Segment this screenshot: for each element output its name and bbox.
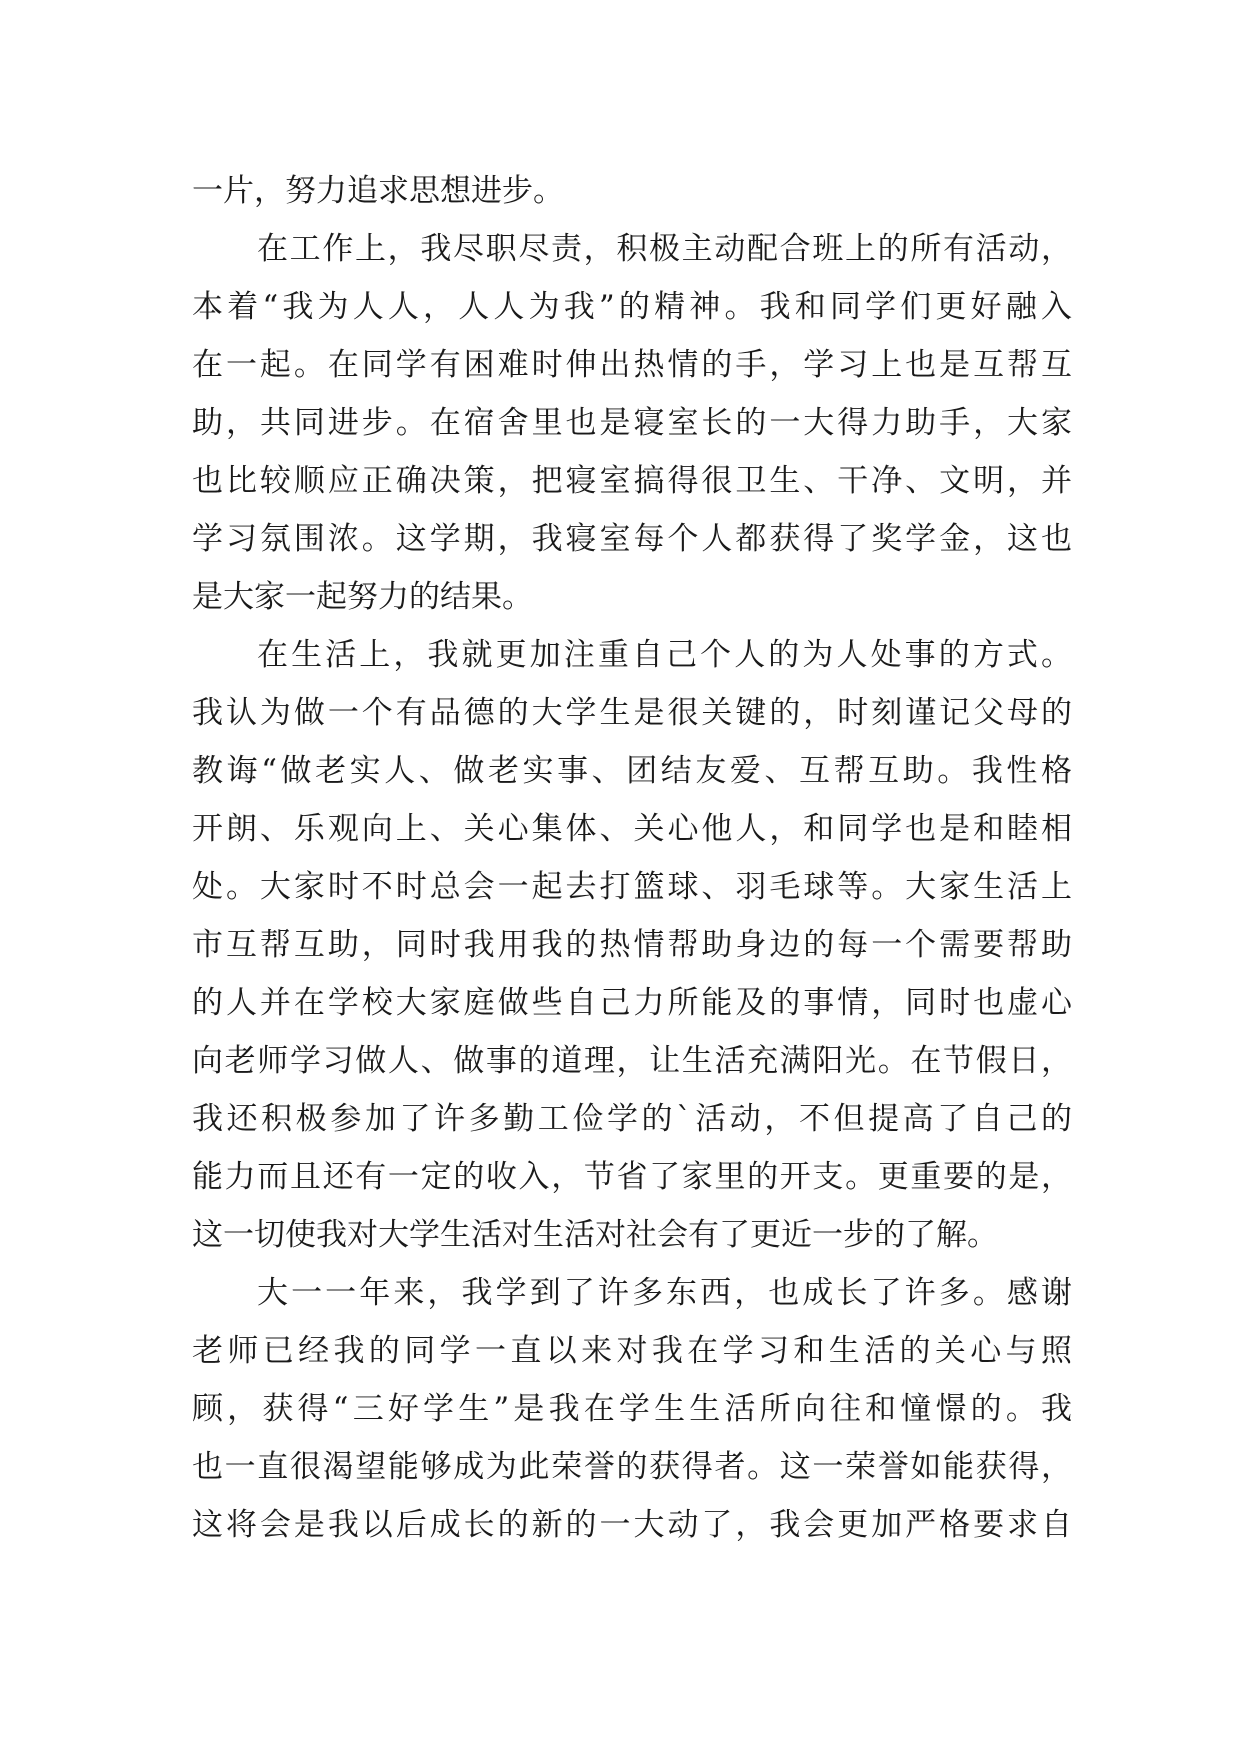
- text-line: 的人并在学校大家庭做些自己力所能及的事情，同时也虚心: [192, 985, 1072, 1021]
- text-line: 也一直很渴望能够成为此荣誉的获得者。这一荣誉如能获得，: [192, 1449, 1072, 1485]
- text-line: 能力而且还有一定的收入，节省了家里的开支。更重要的是，: [192, 1159, 1072, 1195]
- text-line: 在一起。在同学有困难时伸出热情的手，学习上也是互帮互: [192, 347, 1072, 383]
- text-line: 一片，努力追求思想进步。: [192, 173, 564, 209]
- text-line: 本着“我为人人，人人为我”的精神。我和同学们更好融入: [192, 289, 1072, 325]
- text-line: 学习氛围浓。这学期，我寝室每个人都获得了奖学金，这也: [192, 521, 1072, 557]
- text-line: 处。大家时不时总会一起去打篮球、羽毛球等。大家生活上: [192, 869, 1072, 905]
- text-line: 顾，获得“三好学生”是我在学生生活所向往和憧憬的。我: [192, 1391, 1072, 1427]
- paragraph-first-line: 在工作上，我尽职尽责，积极主动配合班上的所有活动，: [257, 231, 1072, 267]
- text-line: 也比较顺应正确决策，把寝室搞得很卫生、干净、文明，并: [192, 463, 1072, 499]
- text-line: 这一切使我对大学生活对生活对社会有了更近一步的了解。: [192, 1217, 998, 1253]
- text-line: 老师已经我的同学一直以来对我在学习和生活的关心与照: [192, 1333, 1072, 1369]
- paragraph-first-line: 大一一年来，我学到了许多东西，也成长了许多。感谢: [257, 1275, 1072, 1311]
- text-line: 向老师学习做人、做事的道理，让生活充满阳光。在节假日，: [192, 1043, 1072, 1079]
- text-line: 我还积极参加了许多勤工俭学的`活动，不但提高了自己的: [192, 1101, 1072, 1137]
- text-line: 我认为做一个有品德的大学生是很关键的，时刻谨记父母的: [192, 695, 1072, 731]
- text-line: 助，共同进步。在宿舍里也是寝室长的一大得力助手，大家: [192, 405, 1072, 441]
- text-line: 是大家一起努力的结果。: [192, 579, 533, 615]
- text-line: 市互帮互助，同时我用我的热情帮助身边的每一个需要帮助: [192, 927, 1072, 963]
- text-line: 开朗、乐观向上、关心集体、关心他人，和同学也是和睦相: [192, 811, 1072, 847]
- document-body: [192, 162, 1072, 1554]
- paragraph-first-line: 在生活上，我就更加注重自己个人的为人处事的方式。: [257, 637, 1072, 673]
- text-line: 这将会是我以后成长的新的一大动了，我会更加严格要求自: [192, 1507, 1072, 1543]
- text-line: 教诲“做老实人、做老实事、团结友爱、互帮互助。我性格: [192, 753, 1072, 789]
